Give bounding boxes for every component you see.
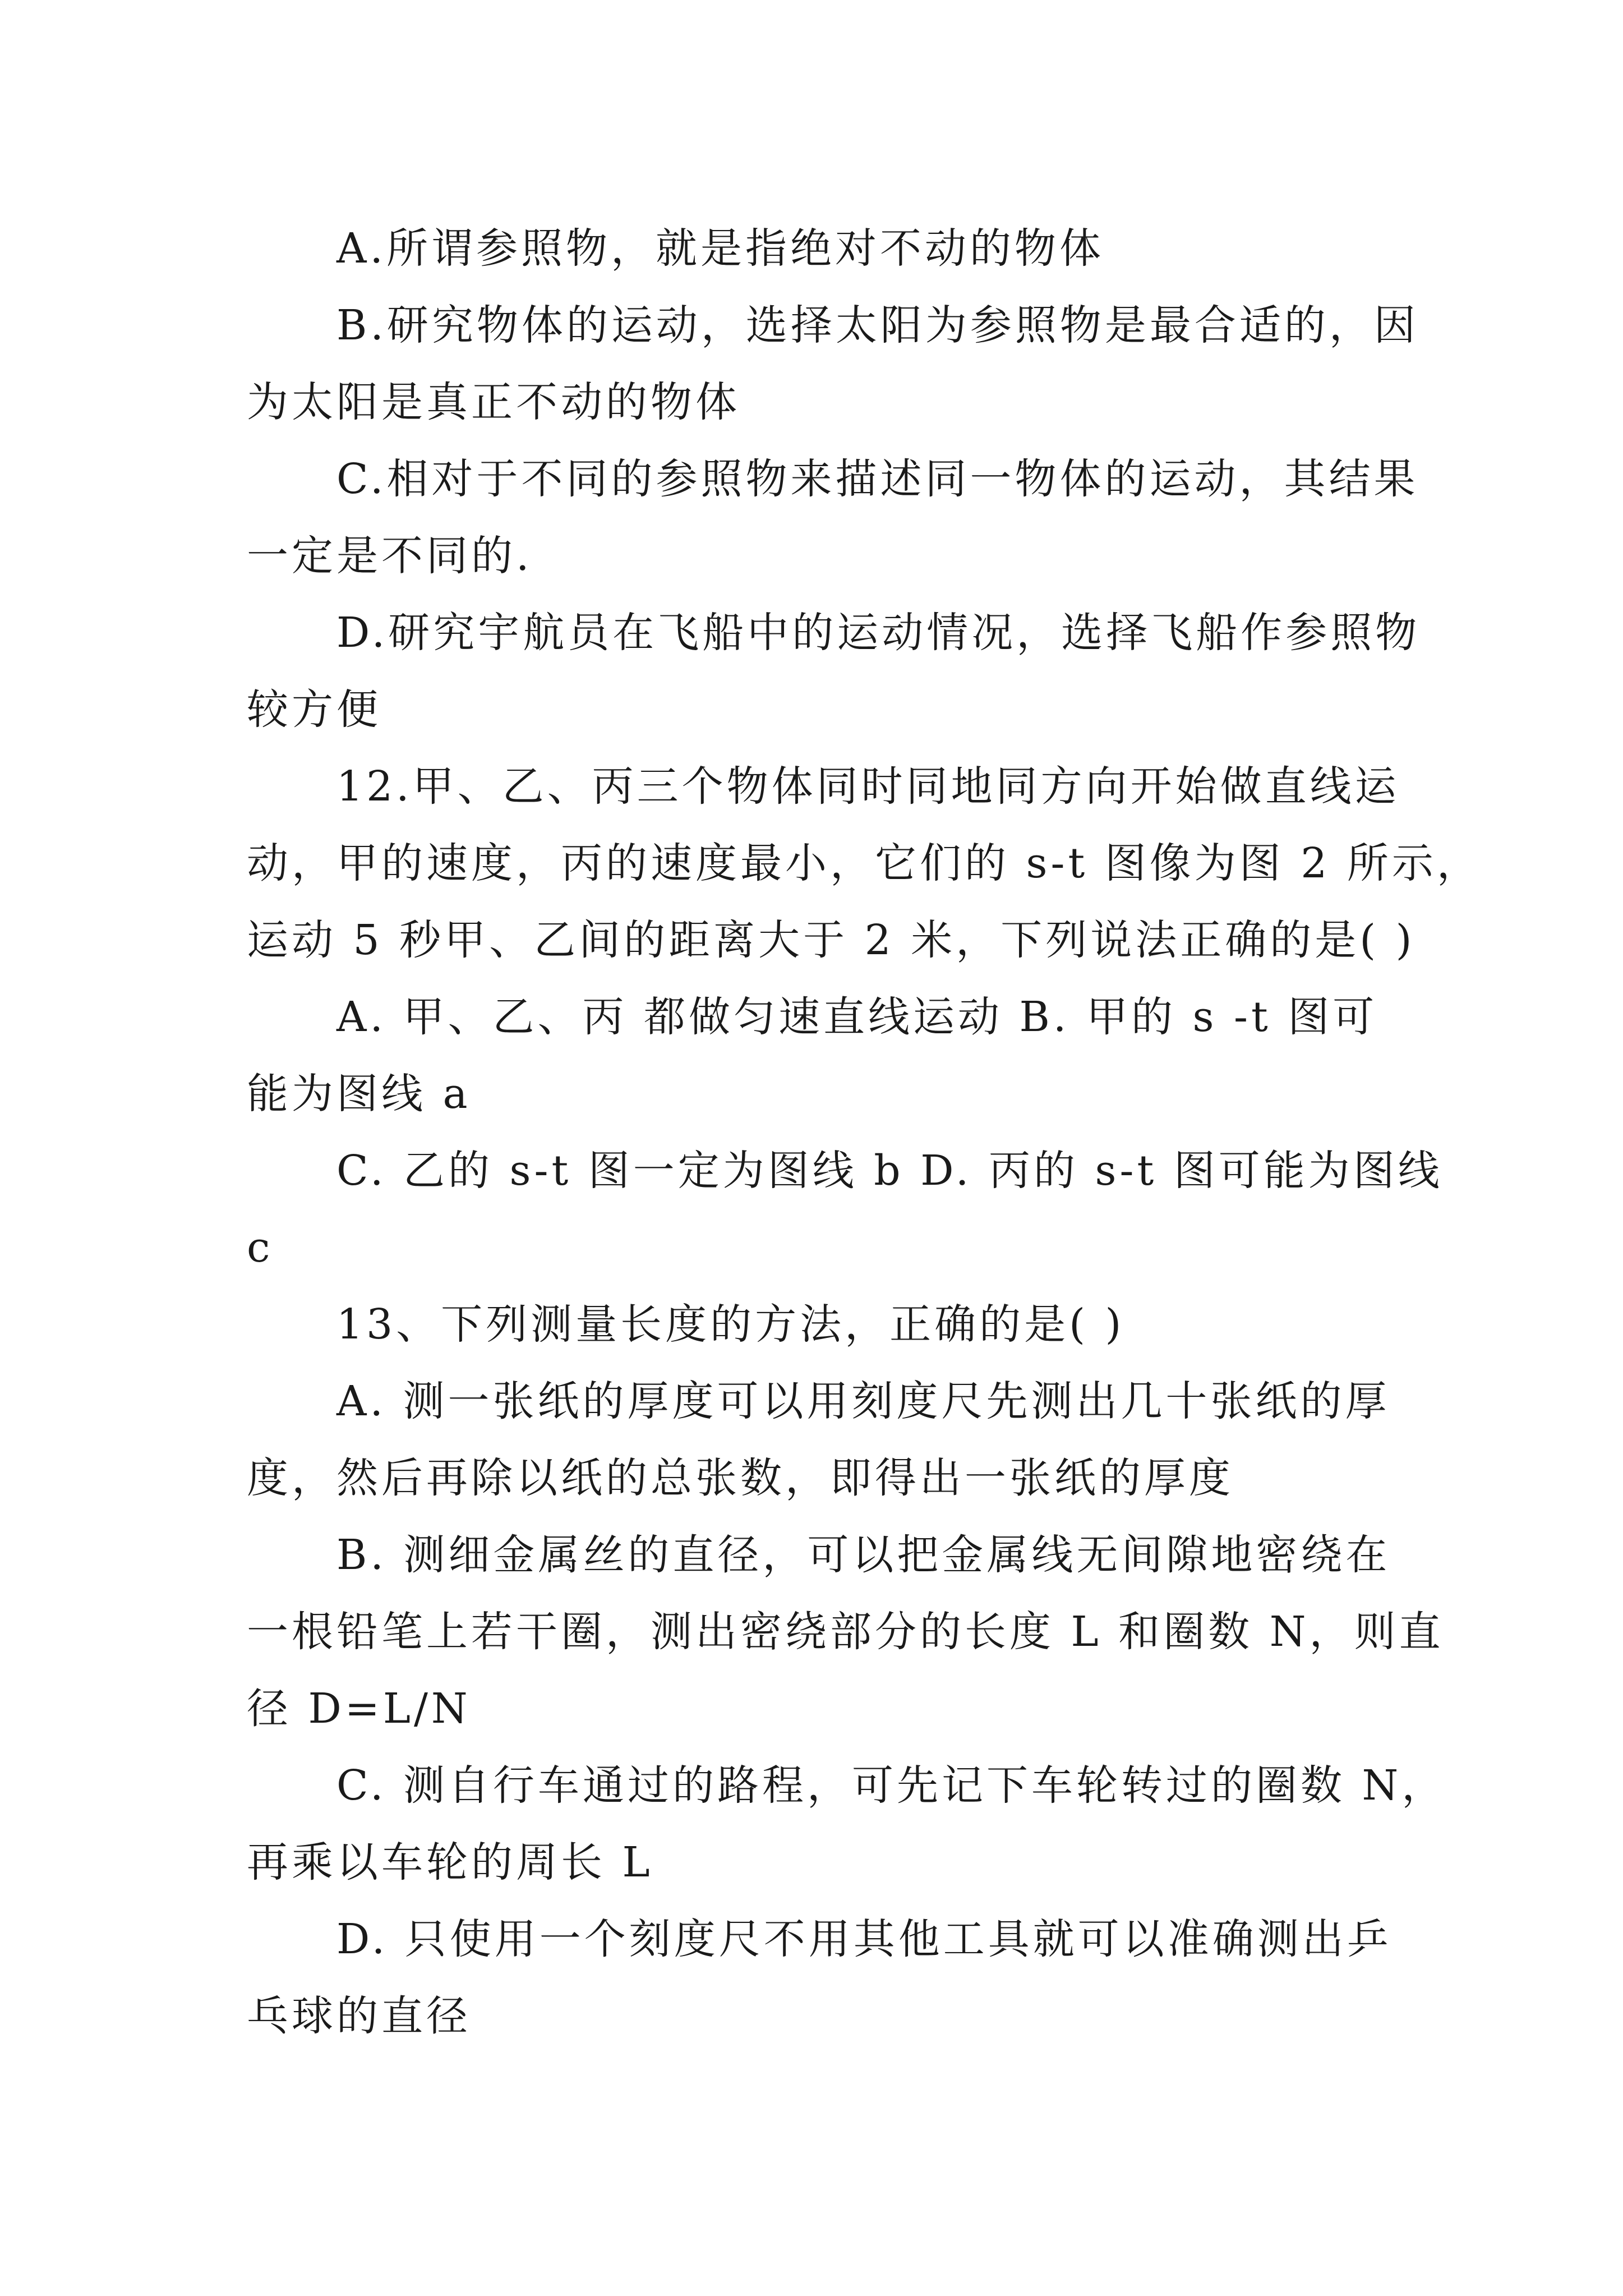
text-line: 运动 5 秒甲、乙间的距离大于 2 米，下列说法正确的是( ): [247, 916, 1415, 964]
question-paragraph: [247, 1286, 1385, 1363]
text-line: 12.甲、乙、丙三个物体同时同地同方向开始做直线运: [336, 762, 1400, 811]
text-line: 13、下列测量长度的方法，正确的是( ): [336, 1300, 1125, 1349]
option-paragraph: [247, 210, 1385, 287]
option-paragraph: [247, 1363, 1390, 1517]
text-line: 一根铅笔上若干圈，测出密绕部分的长度 L 和圈数 N，则直: [247, 1608, 1444, 1656]
option-paragraph: [247, 1133, 1443, 1286]
text-line: C.相对于不同的参照物来描述同一物体的运动，其结果: [336, 455, 1419, 503]
text-line: 度，然后再除以纸的总张数，即得出一张纸的厚度: [247, 1454, 1234, 1502]
question-paragraph: [247, 748, 1482, 979]
text-line: A. 甲、乙、丙 都做匀速直线运动 B. 甲的 s -t 图可: [336, 993, 1378, 1041]
text-line: A.所谓参照物，就是指绝对不动的物体: [336, 224, 1104, 273]
text-line: 乓球的直径: [247, 1992, 471, 2040]
text-line: A. 测一张纸的厚度可以用刻度尺先测出几十张纸的厚: [336, 1377, 1390, 1425]
text-line: D.研究宇航员在飞船中的运动情况，选择飞船作参照物: [336, 609, 1421, 657]
text-line: 为太阳是真正不动的物体: [247, 378, 740, 426]
text-line: B. 测细金属丝的直径，可以把金属线无间隙地密绕在: [336, 1531, 1391, 1579]
text-line: C. 乙的 s-t 图一定为图线 b D. 丙的 s-t 图可能为图线: [336, 1147, 1443, 1195]
text-line: 动，甲的速度，丙的速度最小，它们的 s-t 图像为图 2 所示，: [247, 839, 1482, 887]
option-paragraph: [247, 441, 1419, 595]
option-paragraph: [247, 595, 1421, 748]
text-line: 径 D=L/N: [247, 1685, 471, 1733]
option-paragraph: [247, 1901, 1392, 2055]
document-body: [247, 210, 1482, 2055]
text-line: c: [247, 1223, 274, 1272]
text-line: 能为图线 a: [247, 1070, 471, 1118]
option-paragraph: [247, 287, 1419, 441]
text-line: B.研究物体的运动，选择太阳为参照物是最合适的，因: [336, 301, 1419, 349]
option-paragraph: [247, 1517, 1444, 1747]
text-line: 再乘以车轮的周长 L: [247, 1838, 653, 1887]
text-line: 一定是不同的.: [247, 532, 533, 580]
text-line: C. 测自行车通过的路程，可先记下车轮转过的圈数 N，: [336, 1761, 1447, 1810]
text-line: D. 只使用一个刻度尺不用其他工具就可以准确测出乒: [336, 1915, 1392, 1963]
option-paragraph: [247, 1747, 1447, 1901]
option-paragraph: [247, 979, 1385, 1133]
text-line: 较方便: [247, 685, 381, 734]
